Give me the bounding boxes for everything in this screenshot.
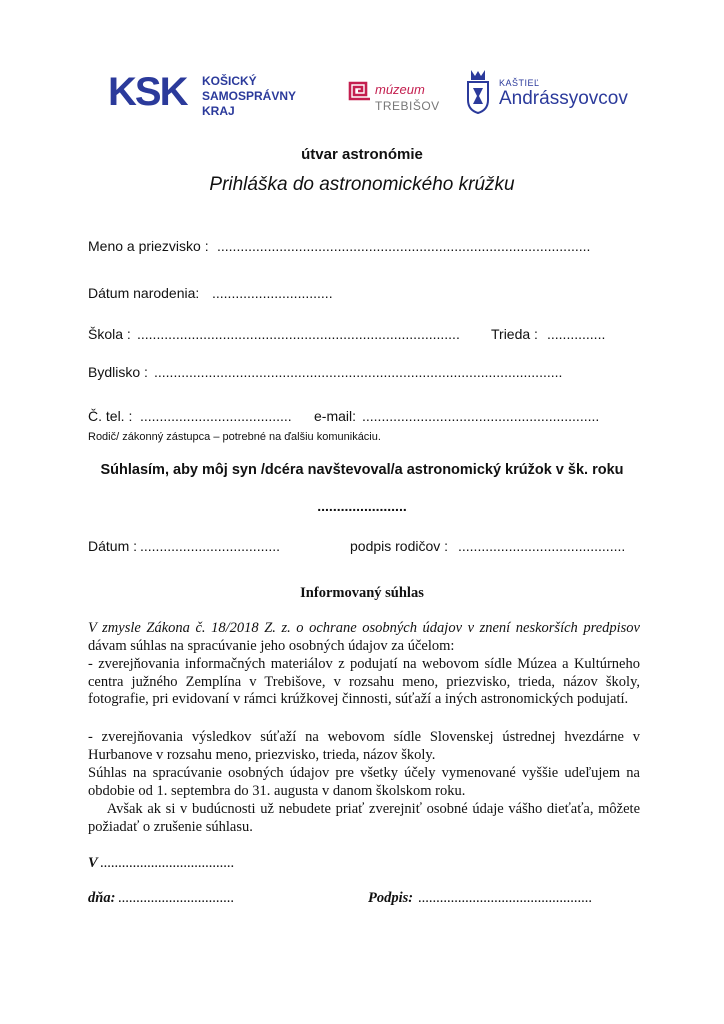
phone-label: Č. tel. : xyxy=(88,408,133,424)
address-field[interactable]: ......................................................................................................... xyxy=(154,364,563,380)
muzeum-logo-line2: TREBIŠOV xyxy=(375,99,440,113)
email-label: e-mail: xyxy=(314,408,357,424)
consent-statement: Súhlasím, aby môj syn /dcéra navštevoval/a astronomický krúžok v šk. roku xyxy=(100,462,624,478)
birth-date-label: Dátum narodenia: xyxy=(88,285,200,301)
law-reference: V zmysle Zákona č. 18/2018 Z. z. o ochrane osobných údajov v znení neskorších predpisov xyxy=(88,620,640,636)
school-label: Škola : xyxy=(88,326,131,342)
place-label: V xyxy=(88,855,98,871)
class-field[interactable]: ............... xyxy=(547,326,606,342)
day-field[interactable]: ................................ xyxy=(118,890,234,906)
signature-field[interactable]: ................................................ xyxy=(418,890,592,906)
informed-paragraph-1 xyxy=(88,620,640,655)
ksk-logo-mark: KSK xyxy=(108,70,187,114)
parent-note: Rodič/ zákonný zástupca – potrebné na ďalšiu komunikáciu. xyxy=(88,431,381,443)
phone-field[interactable]: ....................................... xyxy=(140,408,292,424)
name-field[interactable]: ................................................................................................ xyxy=(217,238,591,254)
ksk-logo-line2: SAMOSPRÁVNY xyxy=(202,89,297,103)
signature-label: Podpis: xyxy=(368,890,414,906)
class-label: Trieda : xyxy=(491,326,538,342)
muzeum-logo xyxy=(343,66,453,120)
address-label: Bydlisko : xyxy=(88,364,148,380)
informed-paragraph-2: - zverejňovania informačných materiálov z podujatí na webovom sídle Múzea a Kultúrneho centra južného Zemplína v Trebišove, v rozsahu meno, priezvisko, trieda, názov školy, fotografie, pri evidovaní v rámci krúžkovej činnosti, súťaží a iných astronomických podujatí. xyxy=(88,656,640,707)
consent-date-label: Dátum : xyxy=(88,538,138,554)
birth-date-field[interactable]: ............................... xyxy=(212,285,333,301)
informed-consent-heading: Informovaný súhlas xyxy=(300,585,424,601)
school-year-field[interactable]: ....................... xyxy=(317,498,407,514)
school-field[interactable]: ................................................................................... xyxy=(137,326,460,342)
coat-of-arms-icon xyxy=(465,68,491,114)
ksk-logo-line1: KOŠICKÝ xyxy=(202,74,257,88)
informed-paragraph-4: Súhlas na spracúvanie osobných údajov pre všetky účely vymenované vyššie udeľujem na obdobie od 1. septembra do 31. augusta v danom školskom roku. xyxy=(88,765,640,799)
informed-paragraph-3: - zverejňovania výsledkov súťaží na webovom sídle Slovenskej ústrednej hvezdárne v Hurbanove v rozsahu meno, priezvisko, trieda, názov školy. xyxy=(88,729,640,763)
consent-date-field[interactable]: .................................... xyxy=(140,538,281,554)
email-field[interactable]: ............................................................. xyxy=(362,408,600,424)
parents-signature-label: podpis rodičov : xyxy=(350,538,449,554)
place-field[interactable]: ..................................... xyxy=(100,855,235,871)
consent-purpose: dávam súhlas na spracúvanie jeho osobných údajov za účelom: xyxy=(88,637,455,654)
kastiel-logo-line1: KAŠTIEĽ xyxy=(499,78,540,88)
parents-signature-field[interactable]: ........................................... xyxy=(458,538,626,554)
informed-paragraph-5: Avšak ak si v budúcnosti už nebudete priať zverejniť osobné údaje vášho dieťaťa, môžete požiadať o zrušenie súhlasu. xyxy=(88,801,644,835)
muzeum-spiral-icon xyxy=(343,76,373,106)
kastiel-logo xyxy=(465,68,635,120)
unit-heading: útvar astronómie xyxy=(301,146,423,163)
day-label: dňa: xyxy=(88,890,116,906)
ksk-logo-line3: KRAJ xyxy=(202,104,235,118)
muzeum-logo-line1: múzeum xyxy=(375,82,425,97)
kastiel-logo-line2: Andrássyovcov xyxy=(499,88,628,109)
name-label: Meno a priezvisko : xyxy=(88,238,209,254)
page-title: Prihláška do astronomického krúžku xyxy=(209,174,515,195)
